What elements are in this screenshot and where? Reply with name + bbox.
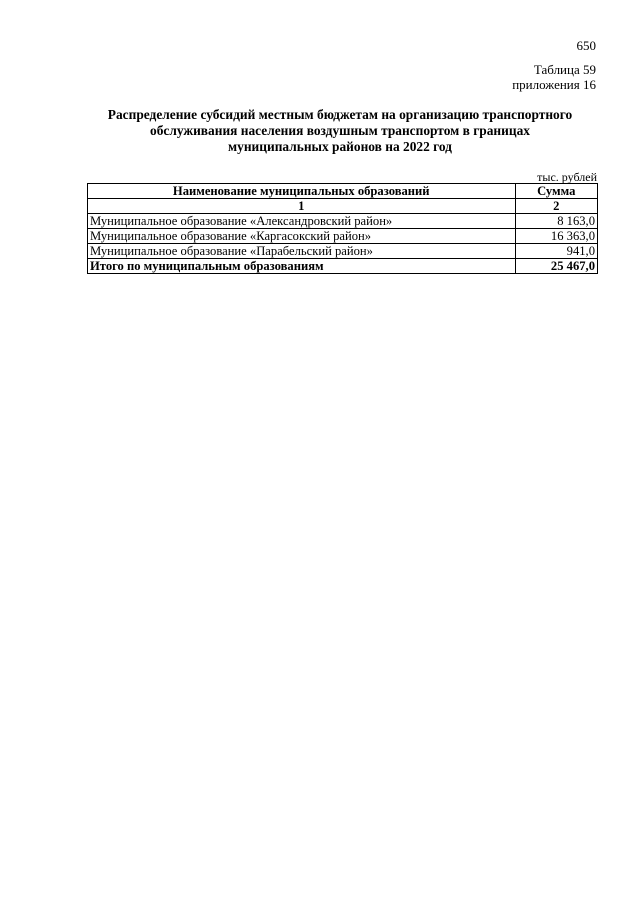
document-title-line-1: Распределение субсидий местным бюджетам на организацию транспортного [107, 107, 573, 122]
units-label: тыс. рублей [537, 170, 597, 184]
page-number: 650 [576, 38, 596, 53]
table-reference [512, 62, 596, 92]
row-sum: 8 163,0 [515, 214, 598, 229]
document-title-line-3: муниципальных районов на 2022 год [228, 139, 452, 154]
column-number-sum: 2 [515, 199, 598, 214]
appendix-label: приложения 16 [512, 77, 596, 92]
header-name: Наименование муниципальных образований [88, 184, 516, 199]
row-sum: 941,0 [515, 244, 598, 259]
header-sum: Сумма [515, 184, 598, 199]
total-row [88, 259, 598, 274]
table-label: Таблица 59 [533, 62, 596, 77]
table-row [88, 244, 598, 259]
table-row [88, 214, 598, 229]
row-name: Муниципальное образование «Александровский район» [88, 214, 516, 229]
table-header-row [88, 184, 598, 199]
document-title-line-2: обслуживания населения воздушным транспортом в границах [150, 123, 530, 138]
row-sum: 16 363,0 [515, 229, 598, 244]
total-sum: 25 467,0 [515, 259, 598, 274]
document-title [60, 107, 620, 155]
column-number-name: 1 [88, 199, 516, 214]
total-name: Итого по муниципальным образованиям [88, 259, 516, 274]
column-number-row [88, 199, 598, 214]
row-name: Муниципальное образование «Каргасокский район» [88, 229, 516, 244]
row-name: Муниципальное образование «Парабельский район» [88, 244, 516, 259]
table-row [88, 229, 598, 244]
subsidy-table [87, 183, 598, 274]
